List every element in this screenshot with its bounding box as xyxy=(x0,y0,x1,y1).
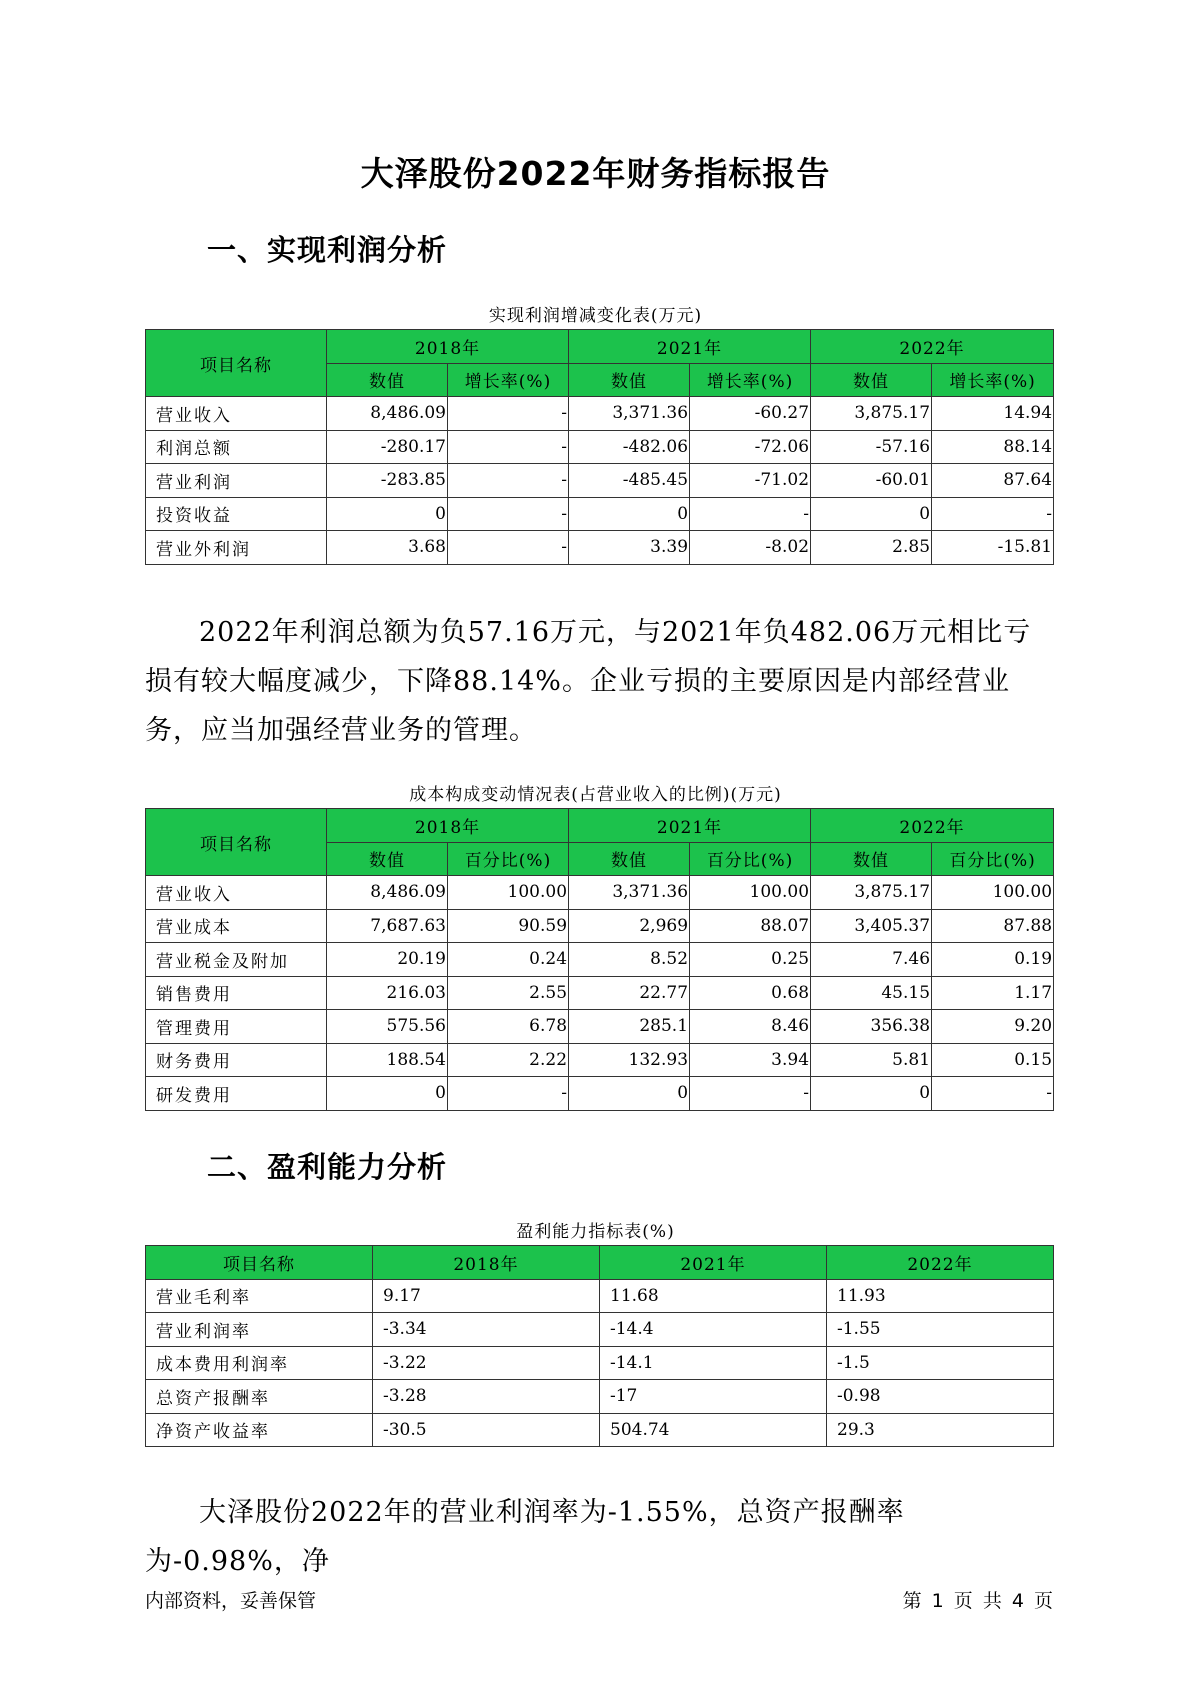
table-row xyxy=(146,1413,1054,1447)
value-header: 数值 xyxy=(327,363,448,397)
row-label: 投资收益 xyxy=(146,497,327,531)
table-cell: 9.20 xyxy=(932,1010,1054,1044)
item-header: 项目名称 xyxy=(146,809,327,876)
year-header: 2018年 xyxy=(327,809,569,843)
row-label: 财务费用 xyxy=(146,1043,327,1077)
value-header: 数值 xyxy=(569,842,690,876)
table-row xyxy=(146,1346,1054,1380)
table-cell: - xyxy=(448,430,569,464)
table-cell: - xyxy=(448,497,569,531)
table-row xyxy=(146,1380,1054,1414)
table-cell: 22.77 xyxy=(569,976,690,1010)
table-cell: 100.00 xyxy=(932,876,1054,910)
table-cell: -72.06 xyxy=(690,430,811,464)
table-cell: 0.25 xyxy=(690,943,811,977)
table-cell: 3.94 xyxy=(690,1043,811,1077)
table-row xyxy=(146,497,1054,531)
table-row xyxy=(146,1313,1054,1347)
table-cell: 29.3 xyxy=(827,1413,1054,1447)
row-label: 营业毛利率 xyxy=(146,1279,373,1313)
table-cell: 8.52 xyxy=(569,943,690,977)
table-cell: 216.03 xyxy=(327,976,448,1010)
table-cell: -283.85 xyxy=(327,464,448,498)
table-cell: 45.15 xyxy=(811,976,932,1010)
table-cell: 3,371.36 xyxy=(569,397,690,431)
table-cell: 100.00 xyxy=(448,876,569,910)
table-cell: - xyxy=(448,397,569,431)
row-label: 营业成本 xyxy=(146,909,327,943)
growth-header: 增长率(%) xyxy=(932,363,1054,397)
value-header: 数值 xyxy=(811,842,932,876)
table-row xyxy=(146,397,1054,431)
table-cell: 14.94 xyxy=(932,397,1054,431)
table-cell: 2.85 xyxy=(811,531,932,565)
value-header: 数值 xyxy=(327,842,448,876)
table-row xyxy=(146,909,1054,943)
table-cell: -60.27 xyxy=(690,397,811,431)
table-cell: 1.17 xyxy=(932,976,1054,1010)
table-cell: 3.68 xyxy=(327,531,448,565)
table-cell: 3,405.37 xyxy=(811,909,932,943)
year-header: 2021年 xyxy=(569,809,811,843)
table-cell: 0 xyxy=(569,497,690,531)
profit-analysis-paragraph: 2022年利润总额为负57.16万元，与2021年负482.06万元相比亏损有较大幅度减少，下降88.14%。企业亏损的主要原因是内部经营业务，应当加强经营业务的管理。 xyxy=(145,617,1032,746)
table-cell: 8,486.09 xyxy=(327,397,448,431)
year-header: 2022年 xyxy=(811,330,1054,364)
table-row xyxy=(146,531,1054,565)
table1-caption: 实现利润增减变化表(万元) xyxy=(488,306,703,326)
table-cell: 5.81 xyxy=(811,1043,932,1077)
profitability-table xyxy=(145,1245,1054,1447)
profit-change-table xyxy=(145,329,1054,565)
row-label: 利润总额 xyxy=(146,430,327,464)
table-cell: - xyxy=(690,1077,811,1111)
growth-header: 增长率(%) xyxy=(448,363,569,397)
table-cell: 3,371.36 xyxy=(569,876,690,910)
table3-caption: 盈利能力指标表(%) xyxy=(516,1222,675,1242)
table-cell: -14.4 xyxy=(600,1313,827,1347)
table-cell: -0.98 xyxy=(827,1380,1054,1414)
table-cell: 11.93 xyxy=(827,1279,1054,1313)
table-cell: 0 xyxy=(811,497,932,531)
row-label: 营业利润率 xyxy=(146,1313,373,1347)
table-cell: 0.24 xyxy=(448,943,569,977)
document-title: 大泽股份2022年财务指标报告 xyxy=(360,154,831,193)
table-cell: 0.15 xyxy=(932,1043,1054,1077)
table-row xyxy=(146,876,1054,910)
percent-header: 百分比(%) xyxy=(932,842,1054,876)
table-cell: - xyxy=(448,531,569,565)
table-row xyxy=(146,1043,1054,1077)
year-header: 2021年 xyxy=(569,330,811,364)
table-cell: 7,687.63 xyxy=(327,909,448,943)
table-cell: 8.46 xyxy=(690,1010,811,1044)
row-label: 销售费用 xyxy=(146,976,327,1010)
table-cell: 6.78 xyxy=(448,1010,569,1044)
table-cell: 0 xyxy=(327,1077,448,1111)
table-cell: -17 xyxy=(600,1380,827,1414)
table-cell: 87.88 xyxy=(932,909,1054,943)
table-cell: 285.1 xyxy=(569,1010,690,1044)
year-header: 2022年 xyxy=(827,1246,1054,1280)
table-cell: -482.06 xyxy=(569,430,690,464)
table-cell: 7.46 xyxy=(811,943,932,977)
year-header: 2018年 xyxy=(327,330,569,364)
table-cell: 0.19 xyxy=(932,943,1054,977)
table-cell: -3.34 xyxy=(373,1313,600,1347)
cost-structure-table xyxy=(145,808,1054,1111)
table-row xyxy=(146,1077,1054,1111)
table-cell: 0 xyxy=(327,497,448,531)
row-label: 营业收入 xyxy=(146,876,327,910)
table-cell: -1.55 xyxy=(827,1313,1054,1347)
year-header: 2021年 xyxy=(600,1246,827,1280)
value-header: 数值 xyxy=(569,363,690,397)
table-cell: 8,486.09 xyxy=(327,876,448,910)
table-cell: -30.5 xyxy=(373,1413,600,1447)
table-cell: -3.22 xyxy=(373,1346,600,1380)
table-cell: 504.74 xyxy=(600,1413,827,1447)
table-cell: - xyxy=(932,497,1054,531)
table-row xyxy=(146,943,1054,977)
table-cell: 2.55 xyxy=(448,976,569,1010)
growth-header: 增长率(%) xyxy=(690,363,811,397)
section-title-profit: 一、实现利润分析 xyxy=(207,233,448,267)
percent-header: 百分比(%) xyxy=(448,842,569,876)
table-cell: -14.1 xyxy=(600,1346,827,1380)
table-row xyxy=(146,430,1054,464)
row-label: 研发费用 xyxy=(146,1077,327,1111)
table-cell: -60.01 xyxy=(811,464,932,498)
table-cell: -3.28 xyxy=(373,1380,600,1414)
table-cell: 2,969 xyxy=(569,909,690,943)
row-label: 管理费用 xyxy=(146,1010,327,1044)
table-cell: 90.59 xyxy=(448,909,569,943)
row-label: 营业税金及附加 xyxy=(146,943,327,977)
table-cell: 356.38 xyxy=(811,1010,932,1044)
table-cell: -485.45 xyxy=(569,464,690,498)
row-label: 营业利润 xyxy=(146,464,327,498)
table-cell: 575.56 xyxy=(327,1010,448,1044)
table-cell: 9.17 xyxy=(373,1279,600,1313)
table2-caption: 成本构成变动情况表(占营业收入的比例)(万元) xyxy=(409,785,782,805)
table-cell: 0 xyxy=(569,1077,690,1111)
table-cell: -15.81 xyxy=(932,531,1054,565)
table-row xyxy=(146,1010,1054,1044)
row-label: 营业收入 xyxy=(146,397,327,431)
table-cell: 3,875.17 xyxy=(811,397,932,431)
table-cell: -1.5 xyxy=(827,1346,1054,1380)
table-row xyxy=(146,464,1054,498)
table-cell: 87.64 xyxy=(932,464,1054,498)
table-cell: 188.54 xyxy=(327,1043,448,1077)
table-cell: 2.22 xyxy=(448,1043,569,1077)
row-label: 净资产收益率 xyxy=(146,1413,373,1447)
year-header: 2022年 xyxy=(811,809,1054,843)
table-cell: 0 xyxy=(811,1077,932,1111)
percent-header: 百分比(%) xyxy=(690,842,811,876)
table-cell: 88.14 xyxy=(932,430,1054,464)
table-cell: -71.02 xyxy=(690,464,811,498)
table-cell: -8.02 xyxy=(690,531,811,565)
year-header: 2018年 xyxy=(373,1246,600,1280)
row-label: 营业外利润 xyxy=(146,531,327,565)
table-cell: - xyxy=(448,1077,569,1111)
value-header: 数值 xyxy=(811,363,932,397)
footer-confidential-note: 内部资料，妥善保管 xyxy=(145,1590,317,1612)
table-cell: 11.68 xyxy=(600,1279,827,1313)
table-cell: - xyxy=(690,497,811,531)
row-label: 成本费用利润率 xyxy=(146,1346,373,1380)
table-row xyxy=(146,1279,1054,1313)
table-cell: -57.16 xyxy=(811,430,932,464)
table-row xyxy=(146,976,1054,1010)
table-cell: 100.00 xyxy=(690,876,811,910)
table-cell: -280.17 xyxy=(327,430,448,464)
table-cell: 132.93 xyxy=(569,1043,690,1077)
table-cell: 0.68 xyxy=(690,976,811,1010)
item-header: 项目名称 xyxy=(146,1246,373,1280)
table-cell: 88.07 xyxy=(690,909,811,943)
item-header: 项目名称 xyxy=(146,330,327,397)
footer-page-number: 第 1 页 共 4 页 xyxy=(902,1590,1053,1612)
table-cell: 20.19 xyxy=(327,943,448,977)
section-title-profitability: 二、盈利能力分析 xyxy=(207,1150,448,1184)
table-cell: - xyxy=(932,1077,1054,1111)
table-cell: 3.39 xyxy=(569,531,690,565)
table-cell: - xyxy=(448,464,569,498)
table-cell: 3,875.17 xyxy=(811,876,932,910)
profitability-paragraph: 大泽股份2022年的营业利润率为-1.55%，总资产报酬率为-0.98%，净 xyxy=(145,1497,905,1577)
row-label: 总资产报酬率 xyxy=(146,1380,373,1414)
